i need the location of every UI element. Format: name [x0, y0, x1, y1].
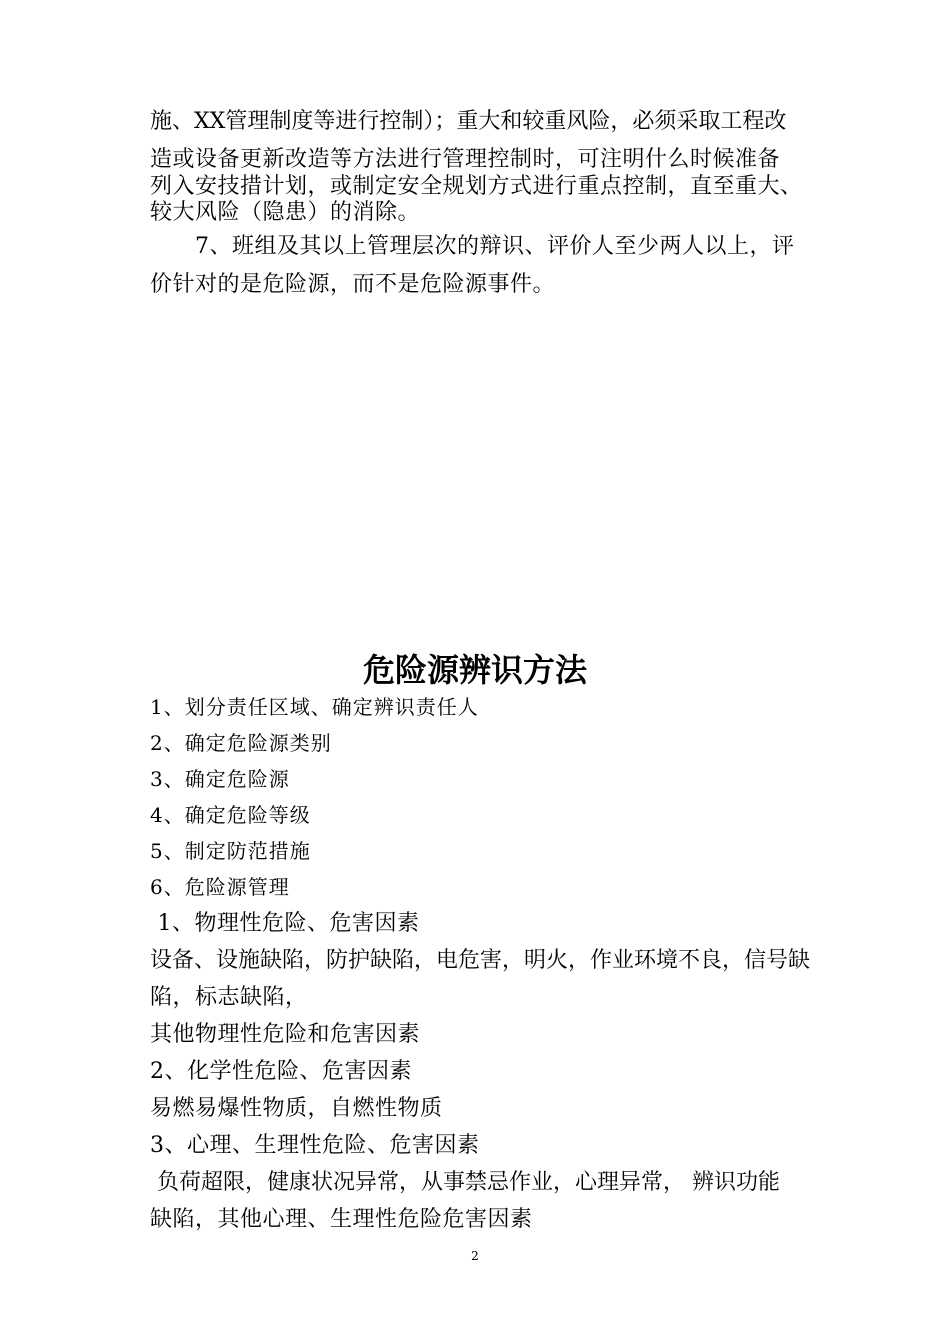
category-1-line: 陷，标志缺陷， [150, 985, 308, 1010]
section-title: 危险源辨识方法 [362, 651, 587, 689]
page-number: 2 [471, 1249, 479, 1263]
category-3-line: 负荷超限，健康状况异常，从事禁忌作业，心理异常， 辨识功能 [150, 1170, 780, 1195]
category-1-line: 设备、设施缺陷，防护缺陷，电危害，明火，作业环境不良，信号缺 [150, 948, 811, 973]
step-item: 4、确定危险等级 [150, 803, 311, 827]
category-3-title: 3、心理、生理性危险、危害因素 [150, 1133, 480, 1158]
paragraph-line: 造或设备更新改造等方法进行管理控制时，可注明什么时候准备 [150, 147, 781, 172]
paragraph-line: 较大风险（隐患）的消除。 [150, 200, 421, 225]
category-2-line: 易燃易爆性物质，自燃性物质 [150, 1096, 443, 1121]
paragraph-line: 列入安技措计划，或制定安全规划方式进行重点控制，直至重大、 [150, 174, 803, 199]
step-item: 6、危险源管理 [150, 875, 290, 899]
step-item: 3、确定危险源 [150, 767, 290, 791]
item7-line: 价针对的是危险源，而不是危险源事件。 [150, 272, 556, 297]
category-1-line: 其他物理性危险和危害因素 [150, 1022, 421, 1047]
step-item: 5、制定防范措施 [150, 839, 311, 863]
category-1-title: 1、物理性危险、危害因素 [150, 911, 420, 936]
category-3-line: 缺陷，其他心理、生理性危险危害因素 [150, 1207, 533, 1232]
step-item: 2、确定危险源类别 [150, 731, 332, 755]
item7-line: 7、班组及其以上管理层次的辩识、评价人至少两人以上，评 [195, 234, 795, 259]
step-item: 1、划分责任区域、确定辨识责任人 [150, 695, 479, 719]
category-2-title: 2、化学性危险、危害因素 [150, 1059, 412, 1084]
paragraph-line: 施、XX管理制度等进行控制）；重大和较重风险，必须采取工程改 [150, 109, 787, 134]
